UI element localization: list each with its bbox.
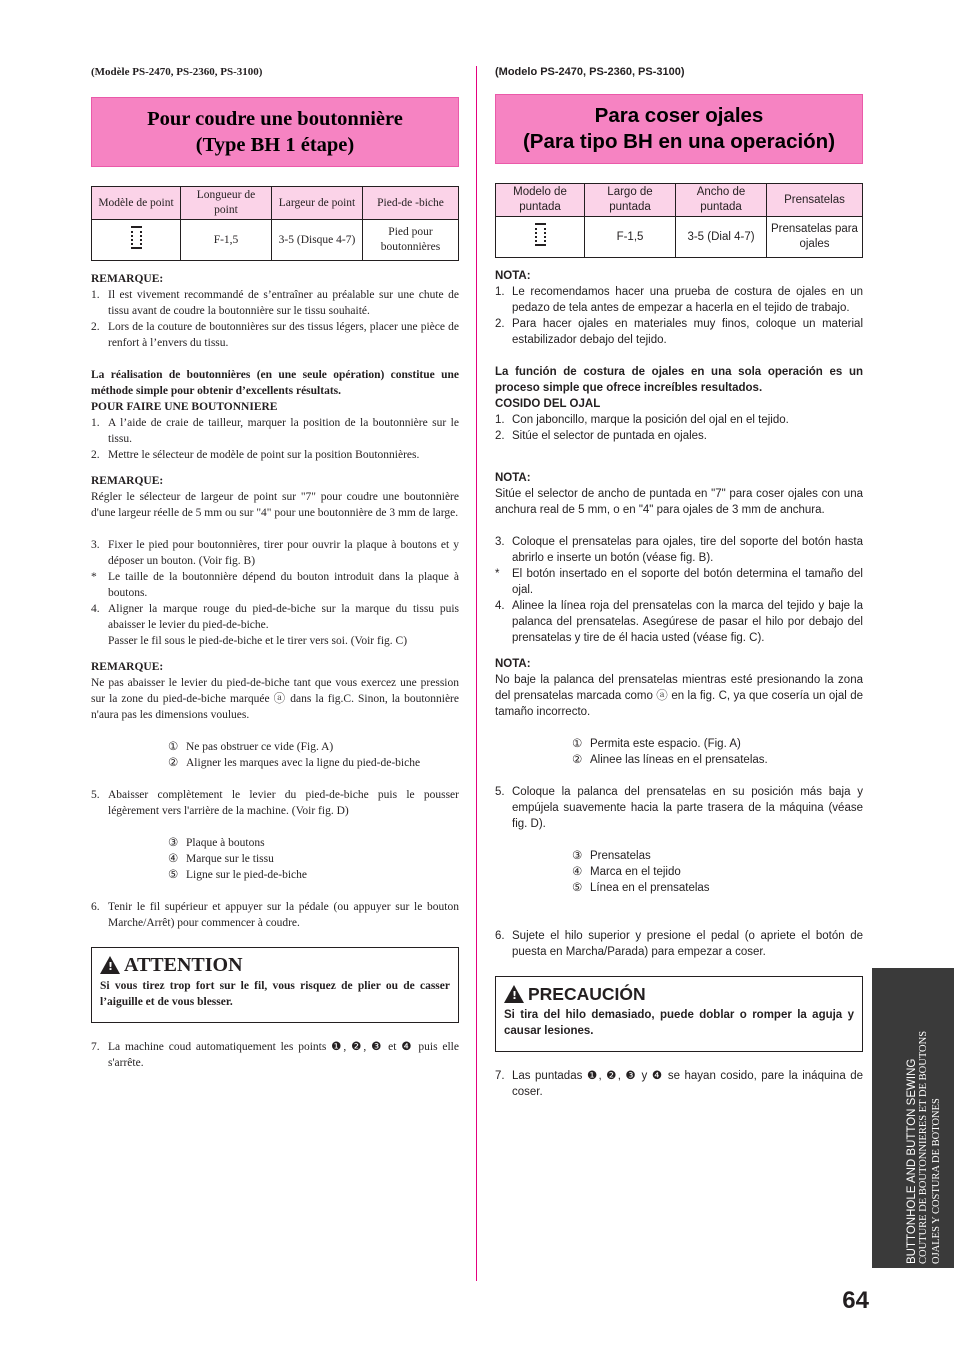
model-note: (Modelo PS-2470, PS-2360, PS-3100): [495, 66, 685, 78]
table-header: Largeur de point: [272, 187, 363, 220]
warning-icon: !: [504, 985, 524, 1003]
buttonhole-stitch-icon: [131, 226, 142, 249]
table-cell: F-1,5: [181, 220, 272, 261]
table-cell: 3-5 (Disque 4-7): [272, 220, 363, 261]
warning-box: [495, 976, 863, 1052]
remark-text: Ne pas abaisser le levier du pied-de-biche tant que vous exercez une pression sur la zone du pied-de-biche marquée ⓐ dans la fig.C. Sinon, la boutonnière n'aura pas les dimensions voulues.: [91, 677, 459, 721]
instructions: [91, 271, 459, 1071]
list-item: 1. Il est vivement recommandé de s’entraîner au préalable sur une chute de tissu avant de coudre la boutonnière sur le tissu souhaité.: [91, 289, 459, 317]
warning-text: Si vous tirez trop fort sur le fil, vous risquez de plier ou de casser l’aiguille et de vous blesser.: [100, 980, 450, 1008]
caption: ④ Marque sur le tissu: [168, 853, 274, 865]
stitch-pattern-cell: [496, 217, 585, 258]
warning-text: Si tira del hilo demasiado, puede doblar o romper la aguja y causar lesiones.: [504, 1009, 854, 1037]
list-item: 6. Sujete el hilo superior y presione el pedal (o apriete el botón de puesta en Marcha/Parada) para empezar a coser.: [495, 930, 863, 958]
caption: ③ Plaque à boutons: [168, 837, 265, 849]
section-title: [91, 97, 459, 167]
remark-label: REMARQUE:: [91, 475, 164, 487]
caption: ① Ne pas obstruer ce vide (Fig. A): [168, 741, 334, 753]
title-line-2: (Para tipo BH en una operación): [522, 130, 836, 153]
subheading: POUR FAIRE UNE BOUTONNIERE: [91, 401, 278, 413]
list-item: 1. A l’aide de craie de tailleur, marquer la position de la boutonnière sur le tissu.: [91, 417, 459, 445]
list-item: 3. Fixer le pied pour boutonnières, tirer pour ouvrir la plaque à boutons et y déposer un bouton. (Voir fig. B): [91, 539, 459, 567]
spanish-column: [495, 66, 863, 1100]
remark-label: NOTA:: [495, 270, 531, 282]
warning-title: PRECAUCIÓN: [528, 984, 646, 1004]
remark-label: NOTA:: [495, 472, 531, 484]
warning-icon: !: [100, 956, 120, 974]
remark-text: Régler le sélecteur de largeur de point sur "7" pour coudre une boutonnière d'une largeur réelle de 5 mm ou sur "4" pour une boutonnière de 3 mm de large.: [91, 491, 459, 519]
remark-text: Sitúe el selector de ancho de puntada en "7" para coser ojales con una anchura real de 5 mm, o en "4" para ojales de 3 mm de anchura.: [495, 488, 863, 516]
list-item: 5. Abaisser complètement le levier du pied-de-biche puis le pousser légèrement vers l'arrière de la machine. (Voir fig. D): [91, 789, 459, 817]
list-item: * Le taille de la boutonnière dépend du bouton introduit dans la plaque à boutons.: [91, 571, 459, 599]
stitch-pattern-cell: [92, 220, 181, 261]
tab-label-es: OJALES Y COSTURA DE BOTONES: [930, 1098, 942, 1264]
table-cell: F-1,5: [585, 217, 676, 258]
stitch-settings-table: [495, 183, 863, 258]
intro-text: La réalisation de boutonnières (en une seule opération) constitue une méthode simple pour obtenir d’excellents résultats.: [91, 369, 459, 397]
page-number: 64: [842, 1287, 869, 1314]
table-header: Largo de puntada: [585, 184, 676, 217]
model-note: (Modèle PS-2470, PS-2360, PS-3100): [91, 66, 263, 78]
caption: ② Alinee las líneas en el prensatelas.: [572, 754, 768, 766]
caption: ① Permita este espacio. (Fig. A): [572, 738, 741, 750]
intro-text: La función de costura de ojales en una sola operación es un proceso simple que ofrece increíbles resultados.: [495, 366, 863, 394]
list-item: 5. Coloque la palanca del prensatelas en su posición más baja y empújela suavemente hacia la parte trasera de la máquina (véase fig. D).: [495, 786, 863, 830]
list-item: 6. Tenir le fil supérieur et appuyer sur la pédale (ou appuyer sur le bouton Marche/Arrêt) pour commencer à coudre.: [91, 901, 459, 929]
tab-label-fr: COUTURE DE BOUTONNIERES ET DE BOUTONS: [918, 1030, 929, 1264]
remark-label: NOTA:: [495, 658, 531, 670]
table-cell: Prensatelas para ojales: [767, 217, 863, 258]
list-item: Passer le fil sous le pied-de-biche et le tirer vers soi. (Voir fig. C): [108, 635, 408, 647]
table-header: Ancho de puntada: [676, 184, 767, 217]
remark-label: REMARQUE:: [91, 273, 164, 285]
title-line-1: Para coser ojales: [594, 104, 764, 127]
table-header: Longueur de point: [181, 187, 272, 220]
list-item: 4. Aligner la marque rouge du pied-de-biche sur la marque du tissu puis abaisser le levier du pied-de-biche.: [91, 603, 459, 631]
title-line-1: Pour coudre une boutonnière: [147, 108, 403, 130]
title-line-2: (Type BH 1 étape): [195, 134, 355, 156]
column-divider: [476, 66, 477, 1281]
list-item: 1. Con jaboncillo, marque la posición del ojal en el tejido.: [495, 414, 789, 426]
warning-title: ATTENTION: [124, 954, 243, 976]
table-cell: 3-5 (Dial 4-7): [676, 217, 767, 258]
section-title: [495, 94, 863, 164]
table-header: Prensatelas: [767, 184, 863, 217]
list-item: 7. Las puntadas ❶, ❷, ❸ y ❹ se hayan cosido, pare la ináquina de coser.: [495, 1070, 863, 1098]
list-item: 4. Alinee la línea roja del prensatelas con la marca del tejido y baje la palanca del prensatelas. Asegúrese de pasar el hilo por debajo del prensatelas y tire de él hacia usted (véase fig. C).: [495, 600, 863, 644]
list-item: 2. Mettre le sélecteur de modèle de point sur la position Boutonnières.: [91, 449, 420, 461]
stitch-settings-table: [91, 186, 459, 261]
table-header: Modèle de point: [92, 187, 181, 220]
table-header: Pied-de -biche: [363, 187, 459, 220]
list-item: 3. Coloque el prensatelas para ojales, tire del soporte del botón hasta abrirlo e inserte un botón (véase fig. B).: [495, 536, 863, 564]
list-item: 7. La machine coud automatiquement les points ❶, ❷, ❸ et ❹ puis elle s'arrête.: [91, 1041, 459, 1069]
caption: ④ Marca en el tejido: [572, 866, 681, 878]
buttonhole-stitch-icon: [535, 223, 546, 246]
caption: ② Aligner les marques avec la ligne du pied-de-biche: [168, 757, 421, 769]
chapter-side-tab: [872, 968, 954, 1268]
list-item: 2. Lors de la couture de boutonnières sur des tissus légers, placer une pièce de renfort à l’envers du tissu.: [91, 321, 459, 349]
list-item: 1. Le recomendamos hacer una prueba de costura de ojales en un pedazo de tela antes de empezar a hacerla en el tejido de trabajo.: [495, 286, 863, 314]
caption: ③ Prensatelas: [572, 850, 651, 862]
caption: ⑤ Ligne sur le pied-de-biche: [168, 869, 308, 881]
remark-label: REMARQUE:: [91, 661, 164, 673]
table-cell: Pied pour boutonnières: [363, 220, 459, 261]
remark-text: No baje la palanca del prensatelas mientras esté presionando la zona del prensatelas marcada como ⓐ en la fig. C, ya que cosería un ojal de tamaño incorrecto.: [495, 674, 863, 718]
list-item: 2. Sitúe el selector de puntada en ojales.: [495, 430, 707, 442]
table-header: Modelo de puntada: [496, 184, 585, 217]
list-item: 2. Para hacer ojales en materiales muy finos, coloque un material estabilizador debajo del tejido.: [495, 318, 863, 346]
french-column: [91, 66, 459, 1071]
warning-box: [91, 947, 459, 1023]
tab-label-en: BUTTONHOLE AND BUTTON SEWING: [905, 1058, 918, 1264]
list-item: * El botón insertado en el soporte del botón determina el tamaño del ojal.: [495, 568, 863, 596]
subheading: COSIDO DEL OJAL: [495, 398, 601, 410]
caption: ⑤ Línea en el prensatelas: [572, 882, 710, 894]
instructions: [495, 268, 863, 1100]
